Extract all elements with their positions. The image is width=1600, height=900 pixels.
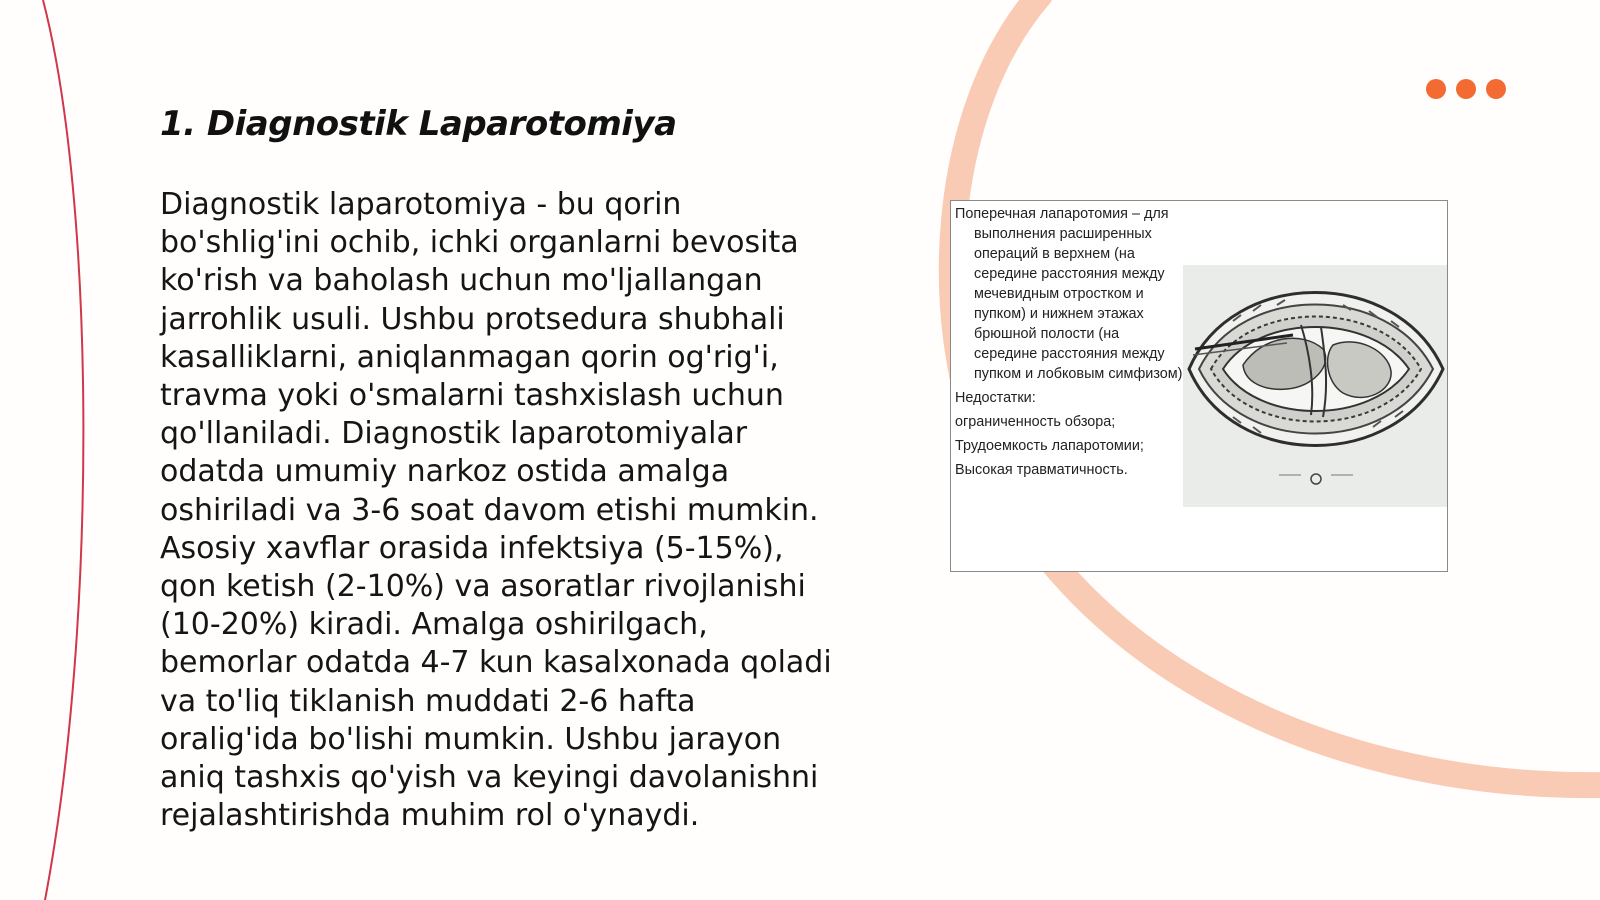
drawback-item: Высокая травматичность. bbox=[955, 462, 1128, 478]
dot-icon bbox=[1486, 79, 1506, 99]
drawback-item: ограниченность обзора; bbox=[955, 414, 1116, 430]
slide-body-text: Diagnostik laparotomiya - bu qorin bo'shlig'ini ochib, ichki organlarni bevosita ko'rish va baholash uchun mo'ljallangan jarrohlik usuli. Ushbu protsedura shubhali kasalliklarni, aniqlanmagan qorin og'rig'i, travma yoki o'smalarni tashxislash uchun qo'llaniladi. Diagnostik laparotomiyalar odatda umumiy narkoz ostida amalga oshiriladi va 3-6 soat davom etishi mumkin. Asosiy xavflar orasida infektsiya (5-15%), qon ketish (2-10%) va asoratlar rivojlanishi (10-20%) kiradi. Amalga oshirilgach, bemorlar odatda 4-7 kun kasalxonada qoladi va to'liq tiklanish muddati 2-6 hafta oralig'ida bo'lishi mumkin. Ushbu jarayon aniq tashxis qo'yish va keyingi davolanishni rejalashtirishda muhim rol o'ynaydi. bbox=[160, 187, 832, 834]
dot-icon bbox=[1456, 79, 1476, 99]
left-curve-line bbox=[43, 0, 83, 900]
figure-caption bbox=[955, 204, 1185, 480]
drawback-item: Трудоемкость лапаротомии; bbox=[955, 438, 1144, 454]
surgical-illustration bbox=[1183, 265, 1447, 507]
slide-title: 1. Diagnostik Laparotomiya bbox=[160, 104, 677, 144]
dot-icon bbox=[1426, 79, 1446, 99]
figure-panel bbox=[950, 200, 1448, 572]
drawbacks-list bbox=[955, 388, 1185, 480]
figure-heading: Поперечная лапаротомия – для выполнения расширенных операций в верхнем (на середине расстояния между мечевидным отростком и пупком) и нижнем этажах брюшной полости (на середине расстояния между пупком и лобковым симфизом) bbox=[955, 206, 1183, 382]
dots-decoration bbox=[1426, 79, 1506, 99]
drawbacks-label: Недостатки: bbox=[955, 390, 1036, 406]
